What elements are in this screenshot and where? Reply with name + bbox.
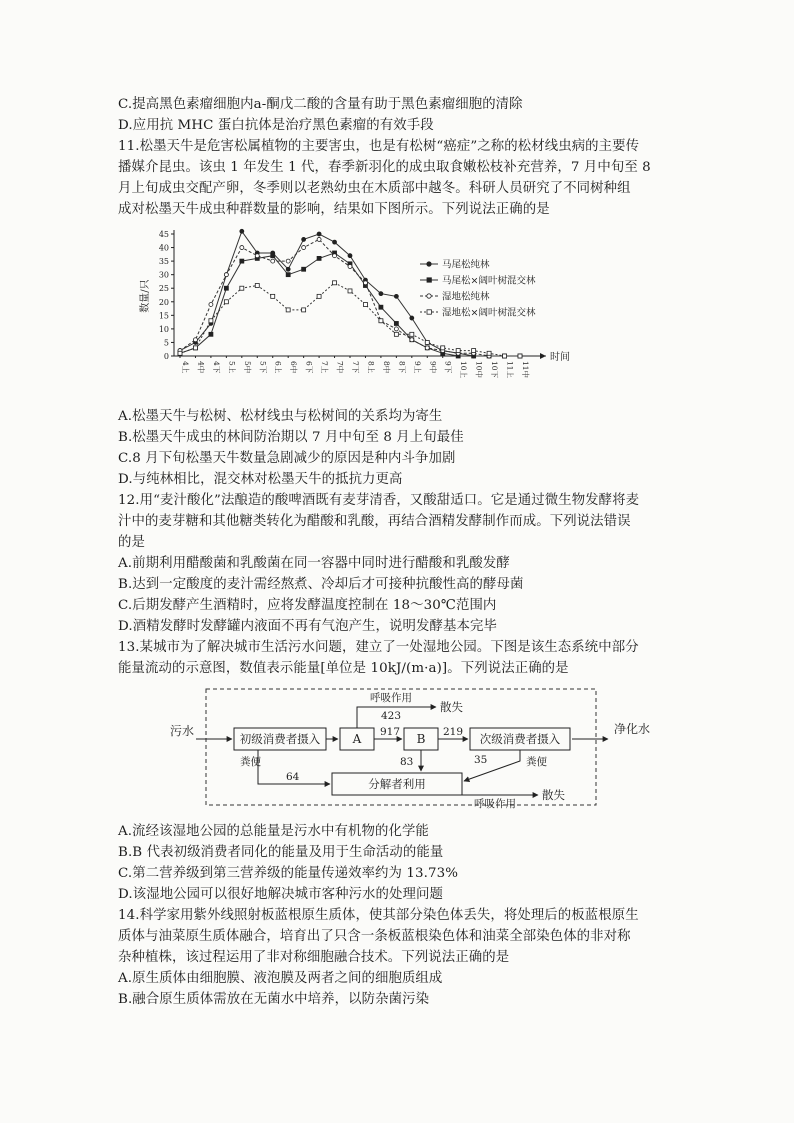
node-a-label: A (352, 732, 362, 746)
value-83: 83 (400, 756, 414, 768)
x-tick-label: 9下 (443, 361, 453, 374)
data-point (487, 351, 491, 355)
x-tick-label: 8上 (366, 361, 376, 374)
data-point (333, 254, 337, 258)
x-tick-label: 6上 (273, 361, 283, 374)
data-point (255, 254, 259, 258)
y-tick-label: 15 (158, 311, 169, 321)
data-point (503, 354, 507, 358)
text-line: C.后期发酵产生酒精时，应将发酵温度控制在 18～30℃范围内 (118, 598, 497, 613)
data-point (441, 346, 445, 350)
y-tick-label: 25 (158, 284, 169, 294)
data-point (302, 246, 306, 250)
data-point (317, 256, 321, 260)
x-axis-arrow (540, 353, 546, 359)
text-line: 杂种植株，该过程运用了非对称细胞融合技术。下列说法正确的是 (118, 950, 510, 965)
legend-label: 湿地松×阔叶树混交林 (442, 307, 536, 319)
question-14 (118, 905, 678, 1010)
text-line: C.8 月下旬松墨天牛数量急剧减少的原因是种内斗争加剧 (118, 451, 456, 466)
x-tick-label: 6中 (289, 361, 299, 374)
data-point (348, 254, 352, 258)
text-line: 11.松墨天牛是危害松属植物的主要害虫，也是有松树“癌症”之称的松材线虫病的主要传 (118, 139, 640, 154)
data-point (240, 246, 244, 250)
inlet-label-1: 污水 (170, 724, 195, 738)
y-tick-label: 35 (158, 257, 169, 267)
node-b-label: B (416, 732, 426, 746)
feces-label-left: 粪便 (240, 756, 261, 768)
value-917: 917 (380, 726, 401, 738)
data-point (224, 273, 228, 277)
data-point (209, 332, 213, 336)
data-point (286, 273, 290, 277)
x-tick-label: 11上 (505, 361, 515, 379)
text-line: 月上旬成虫交配产卵，冬季则以老熟幼虫在木质部中越冬。科研人员研究了不同树种组 (118, 181, 631, 196)
value-423: 423 (381, 710, 402, 722)
data-point (333, 240, 337, 244)
value-35: 35 (474, 754, 488, 766)
data-point (302, 237, 306, 241)
respiration-label-bottom: 呼吸作用 (474, 798, 516, 810)
primary-intake-label: 初级消费者摄入 (239, 732, 321, 746)
x-tick-label: 4下 (211, 361, 221, 374)
data-point (271, 259, 275, 263)
x-tick-label: 9上 (412, 361, 422, 374)
text-line: 能量流动的示意图，数值表示能量[单位是 10kJ/(m·a)]。下列说法正确的是 (118, 661, 569, 676)
data-point (410, 316, 414, 320)
legend-label: 马尾松纯林 (442, 259, 490, 271)
population-chart-svg (134, 224, 570, 400)
data-point (240, 229, 244, 233)
data-point (456, 349, 460, 353)
legend-marker (427, 278, 431, 282)
y-tick-label: 30 (158, 270, 169, 280)
data-point (271, 294, 275, 298)
question-13-options (118, 821, 678, 905)
question-13-stem (118, 637, 678, 679)
text-line: 成对松墨天牛成虫种群数量的影响，结果如下图所示。下列说法正确的是 (118, 202, 550, 217)
legend-label: 马尾松×阔叶树混交林 (442, 275, 536, 287)
question-11-stem (118, 136, 678, 220)
data-point (394, 327, 398, 331)
text-line: D.与纯林相比，混交林对松墨天牛的抵抗力更高 (118, 472, 403, 487)
text-line: 14.科学家用紫外线照射板蓝根原生质体，使其部分染色体丢失，将处理后的板蓝根原生 (118, 908, 639, 923)
data-point (363, 281, 367, 285)
energy-flow-diagram (168, 685, 651, 813)
data-point (240, 286, 244, 290)
text-line: B.松墨天牛成虫的林间防治期以 7 月中旬至 8 月上旬最佳 (118, 430, 464, 445)
x-tick-label: 7下 (351, 361, 360, 374)
x-tick-label: 5中 (242, 361, 252, 374)
data-point (193, 338, 197, 342)
legend-marker (427, 294, 431, 298)
data-point (286, 308, 290, 312)
data-point (178, 351, 182, 355)
data-point (379, 319, 383, 323)
y-tick-label: 10 (158, 324, 169, 334)
x-tick-label: 4中 (196, 361, 206, 374)
dissipate-label-bottom: 散失 (542, 788, 565, 802)
data-point (224, 300, 228, 304)
x-tick-label: 8中 (381, 361, 391, 374)
outlet-label: 净化水 (614, 722, 651, 736)
x-tick-label: 9中 (428, 361, 438, 374)
text-line: A.流经该湿地公园的总能量是污水中有机物的化学能 (118, 824, 429, 839)
data-point (271, 254, 275, 258)
x-tick-label: 10中 (474, 361, 484, 379)
y-axis-label: 数量/只 (140, 279, 151, 313)
data-point (394, 332, 398, 336)
secondary-intake-label: 次级消费者摄入 (479, 732, 561, 746)
data-point (425, 346, 429, 350)
data-point (379, 292, 383, 296)
x-tick-label: 11中 (521, 361, 530, 379)
population-chart (134, 224, 570, 400)
x-axis-label: 时间 (550, 352, 570, 363)
data-point (410, 332, 414, 336)
data-point (255, 284, 259, 288)
data-point (240, 259, 244, 263)
text-line: B.B 代表初级消费者同化的能量及用于生命活动的能量 (118, 845, 444, 860)
text-line: B.达到一定酸度的麦汁需经熬煮、冷却后才可接种抗酸性高的酵母菌 (118, 577, 524, 592)
data-point (394, 294, 398, 298)
y-tick-label: 0 (163, 352, 169, 361)
text-line: D.该湿地公园可以很好地解决城市客种污水的处理问题 (118, 887, 443, 902)
text-line: B.融合原生质体需放在无菌水中培养，以防杂菌污染 (118, 992, 430, 1007)
data-point (379, 305, 383, 309)
question-11-options (118, 406, 678, 490)
data-point (286, 259, 290, 263)
text-line: 12.用“麦汁酸化”法酿造的酸啤酒既有麦芽清香，又酸甜适口。它是通过微生物发酵将麦 (118, 493, 640, 508)
text-line: D.应用抗 MHC 蛋白抗体是治疗黑色素瘤的有效手段 (118, 118, 434, 133)
question-12 (118, 490, 678, 637)
text-line: 质体与油菜原生质体融合，培育出了只含一条板蓝根染色体和油菜全部染色体的非对称 (118, 929, 631, 944)
energy-flow-svg (168, 685, 651, 813)
x-tick-label: 10上 (459, 361, 469, 379)
data-point (317, 232, 321, 236)
dissipate-label-top: 散失 (440, 700, 463, 714)
legend-label: 湿地松纯林 (442, 291, 490, 303)
text-line: A.前期利用醋酸菌和乳酸菌在同一容器中同时进行醋酸和乳酸发酵 (118, 556, 510, 571)
text-line: D.酒精发酵时发酵罐内液面不再有气泡产生，说明发酵基本完毕 (118, 619, 497, 634)
data-point (286, 267, 290, 271)
data-point (302, 308, 306, 312)
x-tick-label: 7中 (335, 361, 345, 374)
x-tick-label: 10下 (490, 361, 500, 379)
legend-marker (427, 262, 431, 266)
value-64: 64 (286, 771, 300, 783)
exam-page (118, 94, 678, 1010)
y-tick-label: 20 (158, 297, 169, 307)
value-219: 219 (443, 726, 464, 738)
data-point (348, 265, 352, 269)
data-point (394, 321, 398, 325)
data-point (193, 346, 197, 350)
x-tick-label: 5下 (258, 361, 268, 374)
text-line: C.提高黑色素瘤细胞内a-酮戊二酸的含量有助于黑色素瘤细胞的清除 (118, 97, 523, 112)
data-point (209, 319, 213, 323)
x-tick-label: 7上 (320, 361, 330, 374)
x-tick-label: 8下 (397, 361, 407, 374)
text-line: C.第二营养级到第三营养级的能量传递效率约为 13.73% (118, 866, 459, 881)
data-point (425, 340, 429, 344)
x-tick-label: 5上 (227, 361, 237, 374)
text-line: A.松墨天牛与松树、松材线虫与松树间的关系均为寄生 (118, 409, 443, 424)
text-line: 播媒介昆虫。该虫 1 年发生 1 代，春季新羽化的成虫取食嫩松枝补充营养，7 月中旬至 8 (118, 160, 651, 175)
respiration-label-top: 呼吸作用 (370, 692, 412, 704)
data-point (518, 354, 522, 358)
x-tick-label: 6下 (304, 361, 314, 374)
data-point (410, 338, 414, 342)
text-line: 汁中的麦芽糖和其他糖类转化为醋酸和乳酸，再结合酒精发酵制作而成。下列说法错误 (118, 514, 631, 529)
text-line: 的是 (118, 535, 145, 550)
data-point (333, 281, 337, 285)
data-point (209, 302, 213, 306)
data-point (317, 294, 321, 298)
data-point (348, 289, 352, 293)
decomposer-label: 分解者利用 (368, 777, 426, 791)
legend-marker (427, 310, 431, 314)
question-10-options (118, 94, 678, 136)
text-line: A.原生质体由细胞膜、液泡膜及两者之间的细胞质组成 (118, 971, 443, 986)
flow-secondary-feces (464, 750, 520, 781)
data-point (363, 302, 367, 306)
feces-label-right: 粪便 (526, 756, 547, 768)
x-tick-label: 4上 (181, 361, 190, 374)
y-tick-label: 45 (158, 230, 169, 239)
text-line: 13.某城市为了解决城市生活污水问题，建立了一处湿地公园。下图是该生态系统中部分 (118, 640, 639, 655)
data-point (472, 349, 476, 353)
y-tick-label: 5 (163, 338, 169, 348)
data-point (317, 237, 321, 241)
y-tick-label: 40 (158, 243, 169, 253)
data-point (224, 286, 228, 290)
data-point (302, 267, 306, 271)
